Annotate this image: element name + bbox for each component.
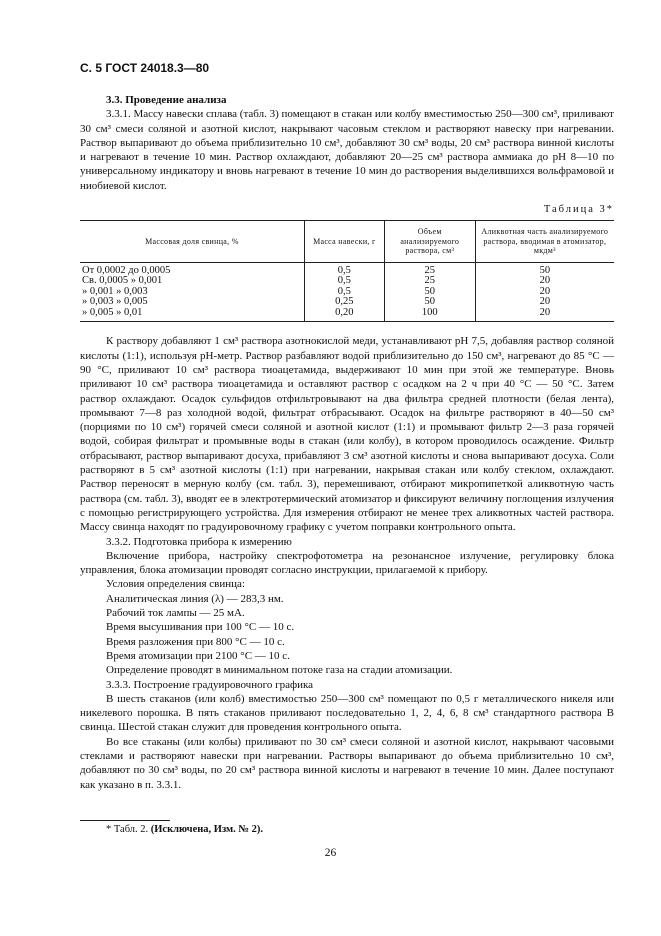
table-cell: От 0,0002 до 0,0005 (82, 264, 171, 276)
condition-item: Время атомизации при 2100 °С — 10 с. (106, 649, 290, 662)
page-content (80, 93, 614, 792)
page-number: 26 (324, 847, 337, 859)
paragraph-3-3-1: 3.3.1. Массу навески сплава (табл. 3) помещают в стакан или колбу вместимостью 250—300 см³, приливают 30 см³ смеси соляной и азотной кислот, накрывают часовым стеклом и растворяют навеску при нагревании. Раствор выпаривают до объема приблизительно 10 см³, добавляют 30 см³ воды, 20 см³ раствора винной кислоты и нагревают в течение 10 мин. Раствор охлаждают, добавляют 20—25 см³ раствора аммиака до pH 8—10 по универсальному индикатору и вновь нагревают в течение 10 мин до растворения выделившихся вольфрамовой и ниобиевой кислот. (80, 108, 614, 192)
table-cell: 25 (384, 276, 475, 287)
condition-item: Аналитическая линия (λ) — 283,3 нм. (106, 592, 284, 605)
table-cell: Св. 0,0005 » 0,001 (82, 275, 163, 287)
table-cell: 0,25 (304, 297, 384, 308)
table-header-row (80, 221, 614, 263)
table-cell: 50 (384, 297, 475, 308)
table-cell: 0,20 (304, 308, 384, 322)
table-cell: » 0,003 » 0,005 (82, 296, 148, 308)
paragraph-gas-flow: Определение проводят в минимальном потоке газа на стадии атомизации. (106, 664, 453, 677)
table-cell: 25 (384, 262, 475, 276)
paragraph-3-3-3-b: Во все стаканы (или колбы) приливают по 30 см³ смеси соляной и азотной кислот, накрывают часовыми стеклами и растворяют навески при нагревании. Растворы выпаривают до объема приблизительно 10 см³, добавляют по 30 см³ воды, по 20 см³ раствора винной кислоты и нагревают в течение 10 мин. Далее поступают как указано в п. 3.3.1. (80, 735, 614, 791)
page-header: С. 5 ГОСТ 24018.3—80 (80, 61, 210, 75)
subsection-title-3-3-3: 3.3.3. Построение градуировочного графика (106, 678, 314, 691)
table-cell: 20 (475, 276, 614, 287)
footnote-divider (80, 820, 170, 821)
condition-item: Время разложения при 800 °С — 10 с. (106, 635, 285, 648)
table-header-cell: Аликвотная часть анализируемого раствора, вводимая в атомизатор, мкдм³ (475, 221, 614, 263)
data-table (80, 220, 614, 322)
table-cell: 0,5 (304, 262, 384, 276)
paragraph-3-3-2: Включение прибора, настройку спектрофотометра на резонансное излучение, регулировку блока управления, блока атомизации проводят согласно инструкции, прилагаемой к прибору. (80, 549, 614, 577)
table-header-cell: Масса навески, г (304, 221, 384, 263)
table-cell: 20 (475, 297, 614, 308)
table-cell: 20 (475, 287, 614, 298)
table-row (80, 308, 614, 322)
table-row (80, 262, 614, 276)
footnote (106, 824, 263, 835)
table-header-cell: Массовая доля свинца, % (80, 221, 304, 263)
table-cell: » 0,005 » 0,01 (80, 308, 304, 322)
table-header-cell: Объем анализируемого раствора, см³ (384, 221, 475, 263)
paragraph-procedure: К раствору добавляют 1 см³ раствора азотнокислой меди, устанавливают pH 7,5, добавляя раствор соляной кислоты (1:1), используя pH-метр. Раствор разбавляют водой приблизительно до 150 см³, нагревают до 85 °С — 90 °С, приливают 10 см³ раствора тиоацетамида, выдерживают 10 мин при этой же температуре. Вновь приливают 10 см³ раствора тиоацетамида и оставляют раствор с осадком на 2 ч при 40 °С — 50 °С. Затем раствор охлаждают. Осадок сульфидов отфильтровывают на два фильтра средней плотности (белая лента), промывают 7—8 раз холодной водой, фильтрат отбрасывают. Осадок на фильтре растворяют в 40—50 см³ (порциями по 10 см³) горячей смеси соляной и азотной кислот (1:1) и промывают фильтр 2—3 раза горячей водой, собирая фильтрат и промывные воды в стакан (или колбу), в котором проводилось осаждение. Фильтр отбрасывают, раствор выпаривают досуха, прибавляют 3 см³ азотной кислоты и снова выпаривают досуха. Соли растворяют в 5 см³ азотной кислоты (1:1) при нагревании, накрывая стакан или колбу стеклом, охлаждают. Раствор переносят в мерную колбу (см. табл. 3), перемешивают, отбирают микропипеткой аликвотную часть раствора (см. табл. 3), вводят ее в электротермический атомизатор и фиксируют величину поглощения излучения с помощью регистрирующего устройства. Для измерения отбирают не менее трех аликвотных частей раствора. Массу свинца находят по градуировочному графику с учетом поправки контрольного опыта. (80, 335, 614, 534)
table-cell: 20 (475, 308, 614, 322)
paragraph-3-3-3-a: В шесть стаканов (или колб) вместимостью 250—300 см³ помещают по 0,5 г металлического никеля или никелевого порошка. В пять стаканов приливают последовательно 1, 2, 4, 6, 8 см³ стандартного раствора В свинца. Шестой стакан служит для проведения контрольного опыта. (80, 692, 614, 734)
footnote-text: * Табл. 2. (106, 824, 151, 835)
section-title: 3.3. Проведение анализа (106, 94, 227, 106)
table-cell: 50 (475, 262, 614, 276)
table-cell: 50 (384, 287, 475, 298)
condition-item: Рабочий ток лампы — 25 мА. (106, 607, 245, 620)
footnote-bold-text: (Исключена, Изм. № 2). (150, 824, 263, 835)
condition-item: Время высушивания при 100 °С — 10 с. (106, 621, 295, 634)
table-cell: » 0,001 » 0,003 (82, 285, 148, 297)
table-caption: Таблица 3* (543, 204, 614, 216)
table-cell: 0,5 (304, 287, 384, 298)
subsection-title-3-3-2: 3.3.2. Подготовка прибора к измерению (106, 535, 292, 548)
table-cell: 100 (384, 308, 475, 322)
conditions-title: Условия определения свинца: (106, 578, 245, 591)
table-cell: 0,5 (304, 276, 384, 287)
